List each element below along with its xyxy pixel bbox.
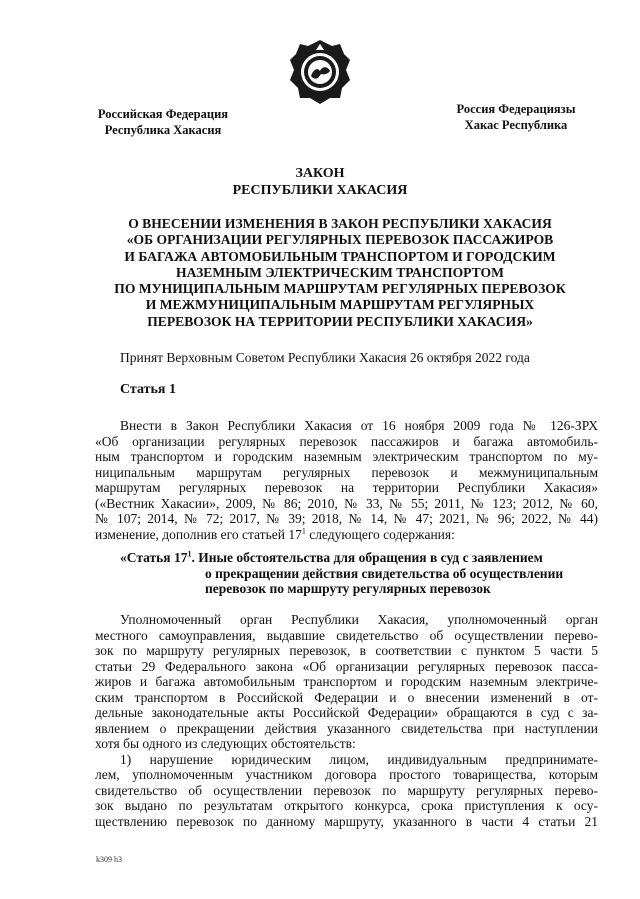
list-item-line: ществлению перевозок по данному маршруту, указанного в части 4 статьи 21 (95, 813, 598, 829)
paragraph-line: местного самоуправления, выдавшие свидетельство об осуществлении перево- (95, 627, 598, 643)
paragraph-line: № 107; 2014, № 72; 2017, № 39; 2018, № 14, № 47; 2021, № 96; 2022, № 44) (95, 511, 598, 526)
new-article-prefix: «Статья 17 (120, 550, 188, 565)
paragraph-line: ским транспортом в Российской Федерации и о внесении изменений в от- (95, 689, 598, 705)
title-line: «ОБ ОРГАНИЗАЦИИ РЕГУЛЯРНЫХ ПЕРЕВОЗОК ПАССАЖИРОВ (126, 232, 554, 248)
list-item-line: лем, уполномоченным участником договора простого товарищества, которым (95, 767, 598, 782)
list-item-line: зок выдано по результатам открытого конкурса, срока приступления к осу- (95, 798, 598, 813)
amendment-text-end: следующего содержания: (305, 526, 455, 542)
list-item-line: 1) нарушение юридическим лицом, индивидуальным предпринимате- (120, 751, 598, 767)
paragraph-line: Внести в Закон Республики Хакасия от 16 ноября 2009 года № 126-ЗРХ (120, 418, 598, 433)
new-article-title-start: . Иные обстоятельства для обращения в суд с заявлением (191, 550, 543, 565)
title-line: ПЕРЕВОЗОК НА ТЕРРИТОРИИ РЕСПУБЛИКИ ХАКАСИЯ» (147, 313, 533, 329)
law-type-heading: ЗАКОН (295, 166, 345, 181)
header-left-country: Российская Федерация (97, 107, 229, 121)
title-line: ПО МУНИЦИПАЛЬНЫМ МАРШРУТАМ РЕГУЛЯРНЫХ ПЕРЕВОЗОК (114, 281, 566, 297)
header-right (432, 101, 600, 133)
paragraph-line: явлением о прекращении действия указанного свидетельства при наступлении (95, 720, 598, 736)
paragraph-line: жиров и багажа автомобильным транспортом и городским наземным электриче- (95, 674, 598, 689)
header-right-republic: Хакас Республика (464, 118, 568, 132)
superscript: 1 (187, 549, 192, 559)
title-line: И МЕЖМУНИЦИПАЛЬНЫМ МАРШРУТАМ РЕГУЛЯРНЫХ (145, 297, 535, 313)
new-article-line: о прекращении действия свидетельства об осуществлении (205, 565, 564, 581)
header-left-republic: Республика Хакасия (104, 123, 222, 137)
title-line: НАЗЕМНЫМ ЭЛЕКТРИЧЕСКИМ ТРАНСПОРТОМ (176, 264, 504, 280)
new-article-body (95, 612, 598, 829)
paragraph-line: статьи 29 Федерального закона «Об организации регулярных перевозок пасса- (95, 658, 598, 674)
header-left (78, 106, 248, 138)
republic-emblem-icon (288, 38, 352, 106)
adoption-note: Принят Верховным Советом Республики Хакасия 26 октября 2022 года (120, 350, 530, 365)
paragraph-line: Уполномоченный орган Республики Хакасия, уполномоченный орган (120, 612, 598, 627)
new-article-heading (120, 550, 598, 597)
law-type-subheading: РЕСПУБЛИКИ ХАКАСИЯ (232, 183, 408, 198)
list-item-line: свидетельство об осуществлении перевозок по маршруту регулярных перево- (95, 782, 598, 798)
article-1-paragraph (95, 418, 598, 542)
new-article-line: перевозок по маршруту регулярных перевозок (205, 581, 491, 596)
amendment-text: изменение, дополнив его статьей 17 (95, 526, 302, 542)
title-line: И БАГАЖА АВТОМОБИЛЬНЫМ ТРАНСПОРТОМ И ГОРОДСКИМ (124, 248, 556, 264)
paragraph-line: дельные законодательные акты Российской Федерации» обращаются в суд с за- (95, 705, 598, 720)
paragraph-line (95, 527, 598, 543)
paragraph-line: ниципальным маршрутам регулярных перевозок и межмуниципальным (95, 464, 598, 480)
law-title (60, 216, 620, 330)
paragraph-line: маршрутам регулярных перевозок на территории Республики Хакасия» (95, 480, 598, 495)
paragraph-line: («Вестник Хакасии», 2009, № 86; 2010, № 33, № 55; 2011, № 123; 2012, № 60, (95, 495, 598, 511)
paragraph-line: «Об организации регулярных перевозок пассажиров и багажа автомобиль- (95, 433, 598, 449)
article-heading: Статья 1 (120, 382, 176, 397)
title-line: О ВНЕСЕНИИ ИЗМЕНЕНИЯ В ЗАКОН РЕСПУБЛИКИ ХАКАСИЯ (128, 216, 552, 231)
superscript: 1 (301, 526, 306, 535)
document-code: k309 h3 (96, 855, 122, 864)
paragraph-line: хотя бы одного из следующих обстоятельств: (95, 736, 356, 751)
paragraph-line: зок по маршруту регулярных перевозок, в соответствии с пунктом 5 части 5 (95, 643, 598, 658)
header-right-country: Россия Федерациязы (456, 102, 576, 116)
new-article-line (120, 550, 598, 566)
paragraph-line: ным транспортом и городским наземным электрическим транспортом по му- (95, 449, 598, 464)
